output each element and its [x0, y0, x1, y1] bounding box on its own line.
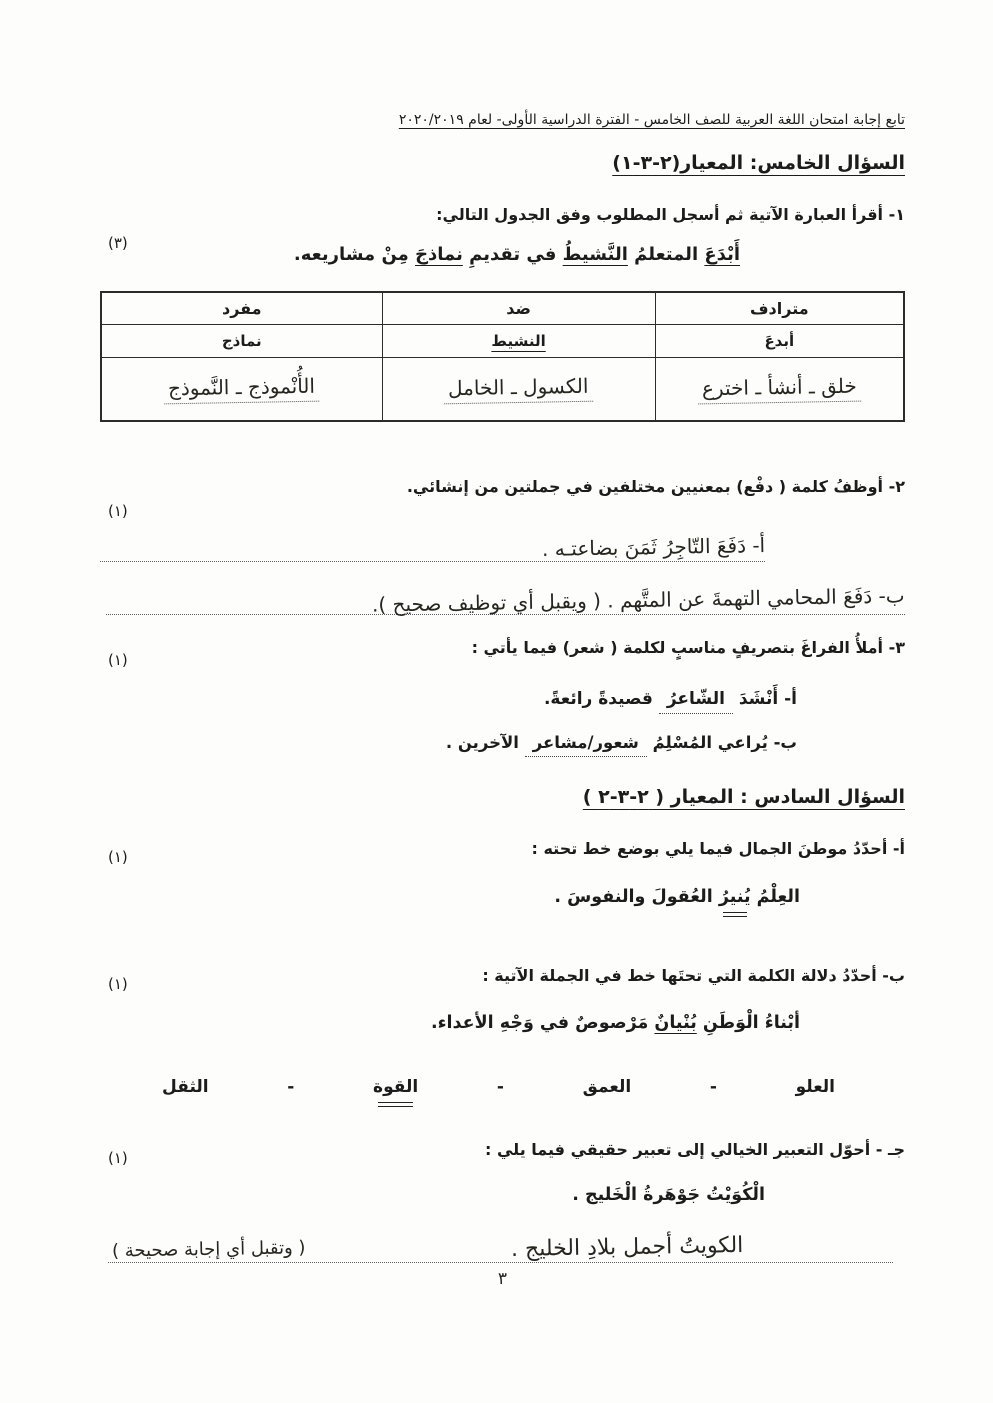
q6-item-c-marks: (١)	[108, 1148, 128, 1167]
expression-sentence	[100, 244, 740, 265]
question6-title: السؤال السادس : المعيار ( ٢-٣-٢ )	[582, 786, 905, 809]
vocab-table-header-row	[101, 292, 904, 325]
option-al-quwwa-selected: القوة	[373, 1076, 419, 1097]
table-answer-synonym	[655, 358, 904, 422]
sentence-text: مَرْصوصٌ في وَجْهِ الأعداء.	[430, 1012, 655, 1033]
answer-options	[100, 1077, 905, 1097]
q5-item1-marks: (٣)	[108, 234, 128, 252]
q5-item2-prompt	[100, 476, 905, 498]
sentence-text: مِنْ مشاريعه.	[293, 244, 416, 266]
fill-sentence-b	[100, 733, 797, 752]
table-word-nashit	[382, 325, 655, 358]
underlined-table-word: النشيط	[491, 332, 546, 351]
q5-item3-prompt	[100, 637, 905, 659]
underline-word-sentence	[100, 1013, 800, 1033]
sentence-text: العِلْمُ	[750, 886, 800, 907]
option-al-uluw: العلو	[795, 1076, 835, 1097]
underlined-word-abdaa: أَبْدَعَ	[704, 244, 740, 266]
table-header-antonym: ضد	[382, 292, 655, 325]
handwritten-real-expression: الكويتُ أجمل بلادِ الخليج .	[510, 1233, 744, 1263]
option-separator: -	[709, 1076, 717, 1097]
q5-item2-marks: (١)	[108, 502, 128, 521]
answer-line-a	[100, 532, 766, 562]
sentence-text: العُقولَ والنفوسَ .	[554, 886, 719, 907]
vocab-table-answer-row	[101, 358, 904, 422]
q5-item1-prompt: ١- أقرأ العبارة الآتية ثم أسجل المطلوب وفق الجدول التالي:	[436, 205, 905, 224]
sentence-text: أبْناءُ الْوَطَنِ	[696, 1012, 800, 1033]
prompt-text: ٢- أوظفُ كلمة (	[773, 477, 905, 497]
q6-item-a	[100, 838, 905, 906]
handwritten-grader-note: ( وتقبل أي إجابة صحيحة )	[111, 1237, 306, 1263]
table-word-abdaa: أبدعَ	[655, 325, 904, 358]
sentence-text: الآخرين .	[445, 733, 525, 753]
q6-item-b	[100, 965, 905, 1097]
sentence-text: في تقديمِ	[462, 244, 563, 266]
sentence-text: ب- يُراعي المُسْلِمُ	[646, 733, 797, 753]
filled-word-feelings: شعور/مشاعر	[525, 733, 647, 757]
answer-line-b	[106, 583, 906, 617]
option-al-umq: العمق	[582, 1076, 632, 1097]
figurative-sentence: الْكُوَيْتُ جَوْهَرةُ الْخَليج .	[572, 1185, 765, 1206]
handwritten-answer-singular: الأُنْموذج ـ النَّموذج	[164, 374, 319, 405]
sentence-text: المتعلمُ	[627, 244, 705, 266]
q6-item-a-prompt: أ- أحدّدُ موطنَ الجمال فيما يلي بوضع خط تحته :	[531, 839, 905, 859]
q5-item3-marks: (١)	[108, 650, 128, 669]
option-separator: -	[287, 1076, 295, 1097]
question5-title: السؤال الخامس: المعيار(٢-٣-١)	[612, 152, 905, 174]
handwritten-answer-synonym: خلق ـ أنشأ ـ اخترع	[698, 374, 861, 405]
sentence-text: أ- أَنْشَدَ	[732, 689, 797, 710]
page-number: ٣	[497, 1269, 508, 1290]
vocab-table	[100, 291, 905, 422]
handwritten-sentence-a: أ- دَفَعَ التّاجِرُ ثَمَنَ بضاعتـه .	[541, 532, 766, 561]
handwritten-sentence-b: ب- دَفَعَ المحامي التهمةَ عن المتَّهم . ( ويقبل أي توظيف صحيح ).	[372, 583, 906, 617]
q6-item-b-prompt: ب- أحدّدُ دلالة الكلمة التي تحتَها خط في الجملة الآتية :	[482, 965, 905, 985]
underlined-word-bunyan: بُنْيانٌ	[654, 1012, 697, 1033]
q6-item-a-marks: (١)	[108, 848, 128, 867]
sentence-text: قصيدةً رائعةً.	[543, 689, 659, 710]
prompt-text: ٣- أملأُ الفراغَ بتصريفٍ مناسبٍ لكلمة (	[604, 637, 905, 657]
answer-line-c	[108, 1235, 893, 1263]
table-header-synonym: مترادف	[655, 292, 904, 325]
option-ath-thiql: الثقل	[162, 1076, 209, 1097]
filled-word-poet: الشّاعرُ	[659, 689, 733, 714]
table-header-singular: مفرد	[101, 292, 382, 325]
underlined-word-nashit: النَّشيطُ	[562, 244, 628, 266]
beauty-sentence	[100, 887, 800, 907]
table-answer-singular	[101, 358, 382, 422]
prompt-text: ) بمعنيين مختلفين في جملتين من إنشائي.	[406, 477, 744, 497]
q6-item-b-marks: (١)	[108, 974, 128, 993]
prompt-text: ) فيما يأتي :	[471, 637, 570, 657]
fill-sentence-a	[100, 689, 797, 709]
q5-item2	[100, 476, 906, 617]
vocab-table-word-row	[101, 325, 904, 358]
table-answer-antonym	[382, 358, 655, 422]
document-header: تابع إجابة امتحان اللغة العربية للصف الخامس - الفترة الدراسية الأولى- لعام ٢٠٢٠/٢٠١٩	[398, 112, 905, 128]
keyword-shaara: شعر	[569, 637, 605, 657]
option-separator: -	[496, 1076, 504, 1097]
q5-item1	[100, 204, 905, 422]
q5-item3	[100, 637, 905, 752]
table-word-namathij: نماذج	[101, 325, 382, 358]
underlined-word-namathij: نماذجَ	[415, 244, 463, 266]
keyword-dafaa: دفْع	[743, 477, 774, 497]
marked-answer-yunir: يُنيرُ	[718, 886, 751, 907]
q6-item-c	[100, 1139, 905, 1263]
q6-item-c-prompt: جـ - أحوّل التعبير الخيالي إلى تعبير حقيقي فيما يلي :	[485, 1139, 905, 1159]
handwritten-answer-antonym: الكسول ـ الخامل	[444, 374, 593, 405]
